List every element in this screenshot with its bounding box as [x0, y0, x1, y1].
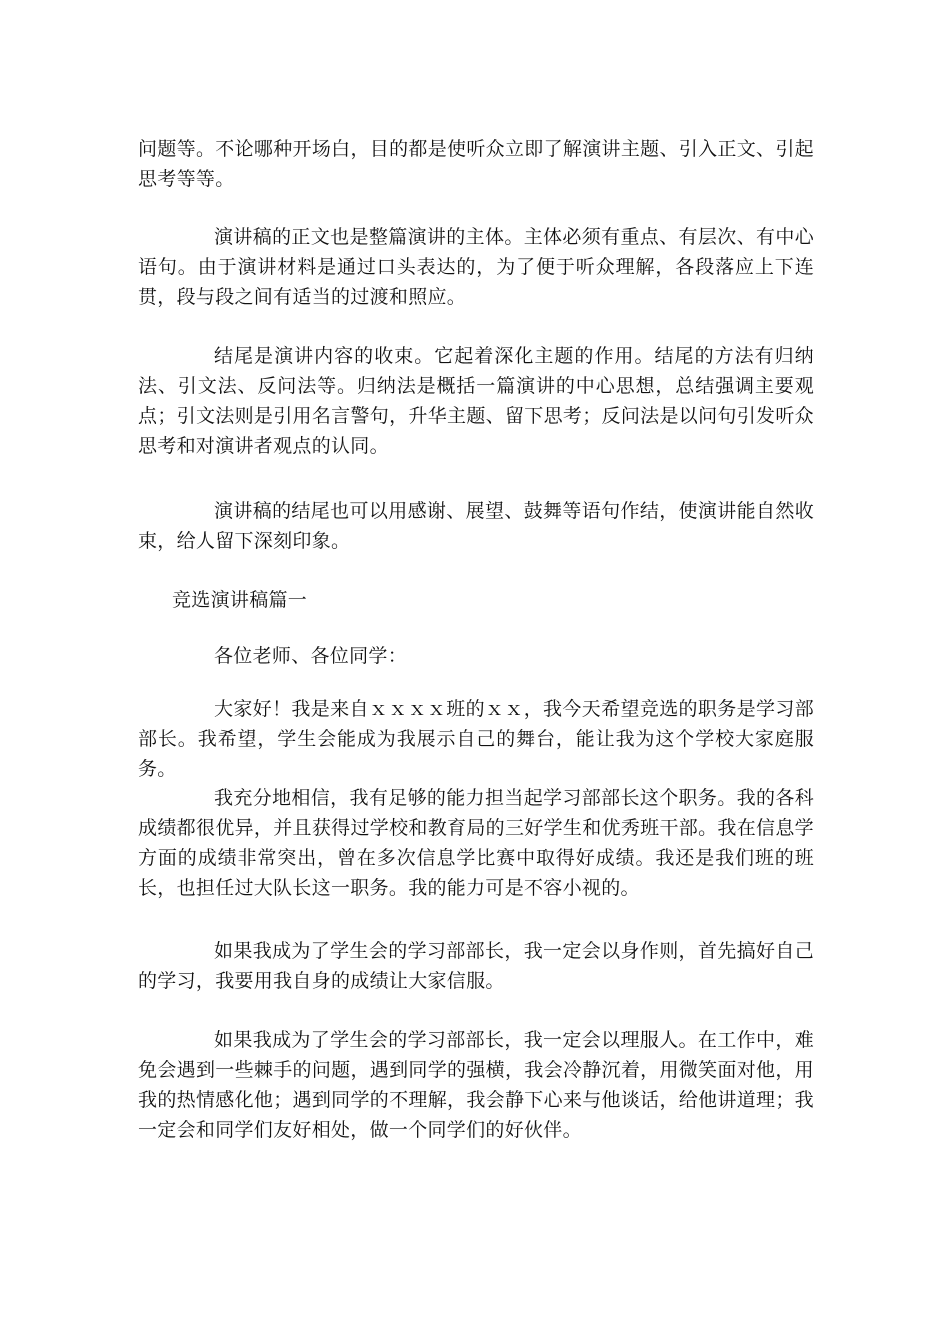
salutation: 各位老师、各位同学： [214, 645, 408, 667]
paragraph-ending-extra: 演讲稿的结尾也可以用感谢、展望、鼓舞等语句作结，使演讲能自然收束，给人留下深刻印象。 [138, 500, 814, 552]
speech-paragraph-3: 如果我成为了学生会的学习部部长，我一定会以身作则，首先搞好自己的学习，我要用我自身的成绩让大家信服。 [138, 940, 814, 992]
paragraph-ending: 结尾是演讲内容的收束。它起着深化主题的作用。结尾的方法有归纳法、引文法、反问法等。归纳法是概括一篇演讲的中心思想，总结强调主要观点；引文法则是引用名言警句，升华主题、留下思考；反问法是以问句引发听众思考和对演讲者观点的认同。 [138, 345, 814, 457]
speech-paragraph-2: 我充分地相信，我有足够的能力担当起学习部部长这个职务。我的各科成绩都很优异，并且获得过学校和教育局的三好学生和优秀班干部。我在信息学方面的成绩非常突出，曾在多次信息学比赛中取得好成绩。我还是我们班的班长，也担任过大队长这一职务。我的能力可是不容小视的。 [138, 787, 814, 899]
speech-paragraph-4: 如果我成为了学生会的学习部部长，我一定会以理服人。在工作中，难免会遇到一些棘手的问题，遇到同学的强横，我会冷静沉着，用微笑面对他，用我的热情感化他；遇到同学的不理解，我会静下心来与他谈话，给他讲道理；我一定会和同学们友好相处，做一个同学们的好伙伴。 [138, 1029, 814, 1141]
speech-paragraph-1: 大家好！我是来自ｘｘｘｘ班的ｘｘ，我今天希望竞选的职务是学习部部长。我希望，学生会能成为我展示自己的舞台，能让我为这个学校大家庭服务。 [138, 698, 814, 780]
paragraph-intro-end: 问题等。不论哪种开场白，目的都是使听众立即了解演讲主题、引入正文、引起思考等等。 [138, 138, 814, 190]
section-title: 竞选演讲稿篇一 [172, 589, 308, 611]
paragraph-body: 演讲稿的正文也是整篇演讲的主体。主体必须有重点、有层次、有中心语句。由于演讲材料是通过口头表达的，为了便于听众理解，各段落应上下连贯，段与段之间有适当的过渡和照应。 [138, 226, 814, 308]
